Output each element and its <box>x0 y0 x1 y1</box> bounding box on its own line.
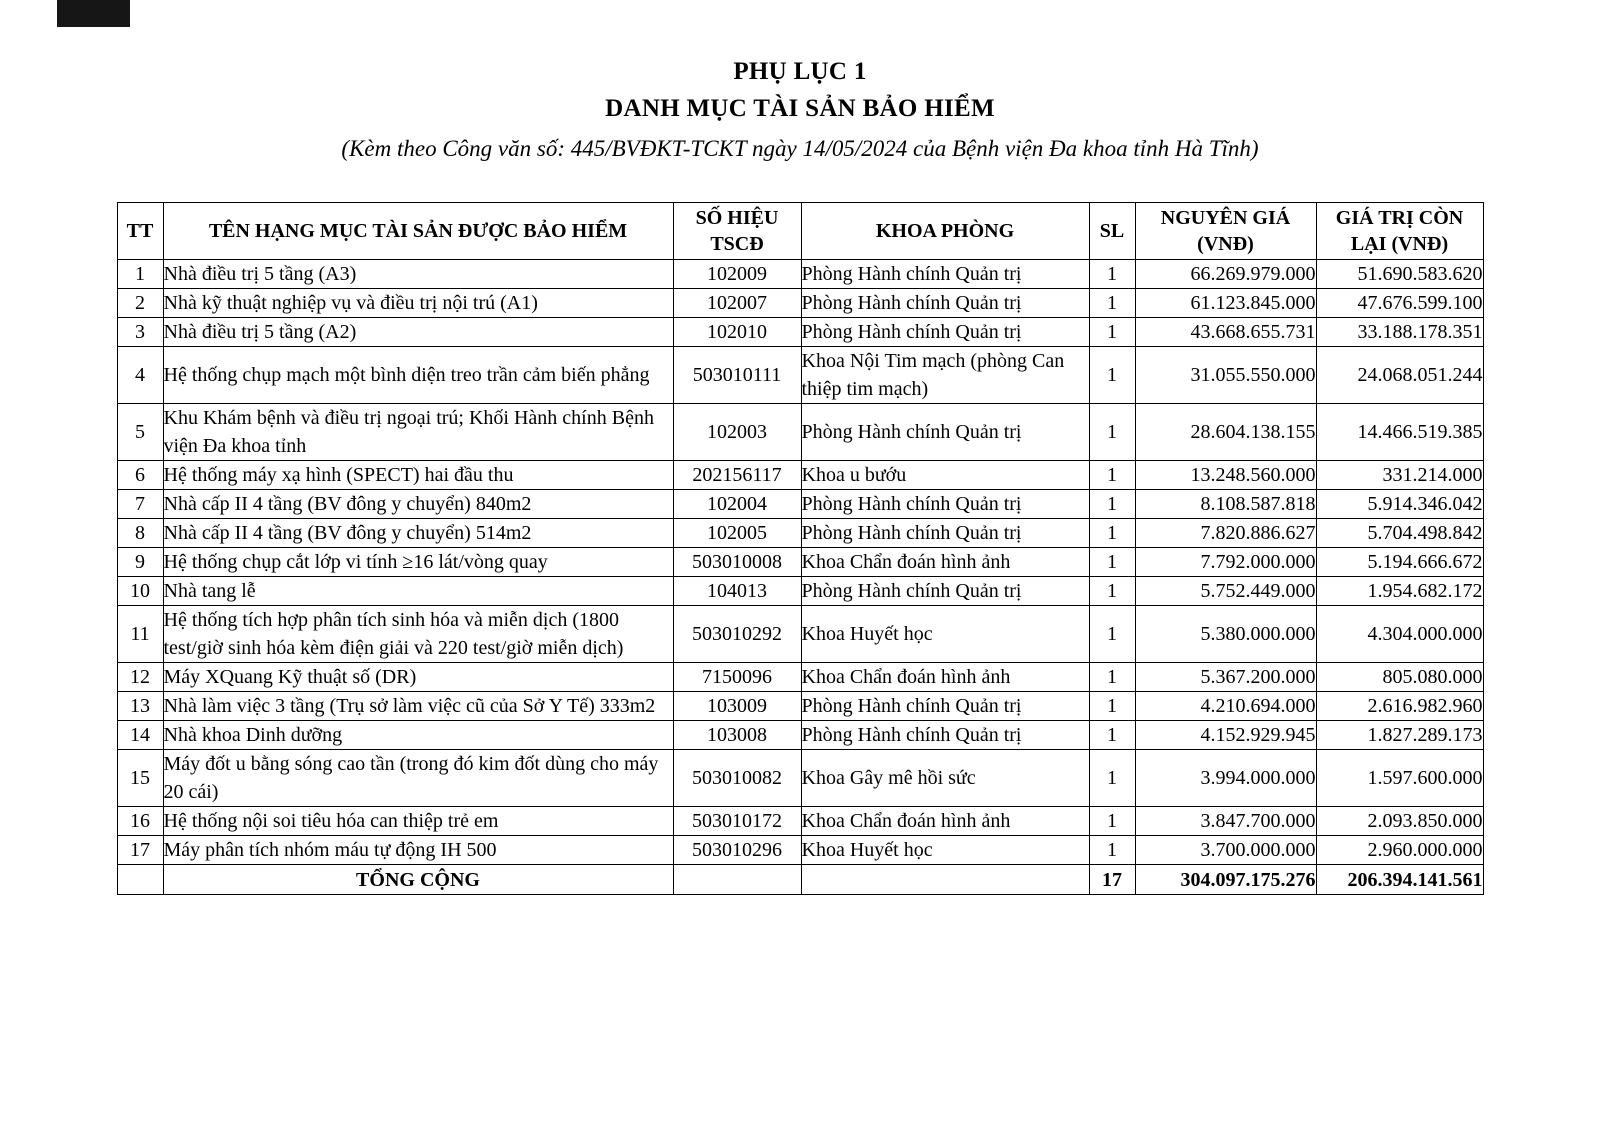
quantity: 1 <box>1089 836 1135 865</box>
asset-name: Hệ thống chụp cắt lớp vi tính ≥16 lát/vòng quay <box>163 548 673 577</box>
remaining-value: 1.954.682.172 <box>1316 577 1483 606</box>
row-index: 5 <box>117 404 163 461</box>
asset-name: Hệ thống chụp mạch một bình diện treo trần cảm biến phẳng <box>163 347 673 404</box>
quantity: 1 <box>1089 807 1135 836</box>
quantity: 1 <box>1089 490 1135 519</box>
total-label: TỔNG CỘNG <box>163 865 673 895</box>
department: Phòng Hành chính Quản trị <box>801 318 1089 347</box>
quantity: 1 <box>1089 404 1135 461</box>
table-row <box>117 490 1483 519</box>
document-subtitle: (Kèm theo Công văn số: 445/BVĐKT-TCKT ngày 14/05/2024 của Bệnh viện Đa khoa tỉnh Hà Tĩnh) <box>341 136 1259 161</box>
original-cost: 4.210.694.000 <box>1135 692 1316 721</box>
row-index: 13 <box>117 692 163 721</box>
department: Phòng Hành chính Quản trị <box>801 577 1089 606</box>
original-cost: 13.248.560.000 <box>1135 461 1316 490</box>
remaining-value: 4.304.000.000 <box>1316 606 1483 663</box>
asset-code: 102003 <box>673 404 801 461</box>
col-header-asset-code: SỐ HIỆU TSCĐ <box>673 203 801 260</box>
original-cost: 61.123.845.000 <box>1135 289 1316 318</box>
asset-code: 7150096 <box>673 663 801 692</box>
asset-code: 104013 <box>673 577 801 606</box>
department: Phòng Hành chính Quản trị <box>801 490 1089 519</box>
remaining-value: 5.194.666.672 <box>1316 548 1483 577</box>
department: Khoa Huyết học <box>801 606 1089 663</box>
original-cost: 5.380.000.000 <box>1135 606 1316 663</box>
quantity: 1 <box>1089 663 1135 692</box>
department: Khoa Nội Tim mạch (phòng Can thiệp tim mạch) <box>801 347 1089 404</box>
quantity: 1 <box>1089 260 1135 289</box>
department: Phòng Hành chính Quản trị <box>801 519 1089 548</box>
col-header-tt: TT <box>117 203 163 260</box>
table-row <box>117 606 1483 663</box>
table-row <box>117 519 1483 548</box>
quantity: 1 <box>1089 289 1135 318</box>
total-remaining-value: 206.394.141.561 <box>1316 865 1483 895</box>
department: Phòng Hành chính Quản trị <box>801 289 1089 318</box>
table-row <box>117 347 1483 404</box>
total-empty-code <box>673 865 801 895</box>
original-cost: 31.055.550.000 <box>1135 347 1316 404</box>
table-row <box>117 721 1483 750</box>
remaining-value: 5.704.498.842 <box>1316 519 1483 548</box>
row-index: 16 <box>117 807 163 836</box>
remaining-value: 1.827.289.173 <box>1316 721 1483 750</box>
department: Phòng Hành chính Quản trị <box>801 721 1089 750</box>
table-row <box>117 289 1483 318</box>
department: Khoa Huyết học <box>801 836 1089 865</box>
remaining-value: 5.914.346.042 <box>1316 490 1483 519</box>
asset-name: Nhà cấp II 4 tầng (BV đông y chuyển) 514m2 <box>163 519 673 548</box>
asset-name: Nhà điều trị 5 tầng (A2) <box>163 318 673 347</box>
original-cost: 4.152.929.945 <box>1135 721 1316 750</box>
table-row <box>117 318 1483 347</box>
quantity: 1 <box>1089 548 1135 577</box>
remaining-value: 24.068.051.244 <box>1316 347 1483 404</box>
total-row <box>117 865 1483 895</box>
asset-name: Nhà khoa Dinh dưỡng <box>163 721 673 750</box>
col-header-quantity: SL <box>1089 203 1135 260</box>
table-row <box>117 260 1483 289</box>
redaction-mark <box>57 0 130 27</box>
total-empty-tt <box>117 865 163 895</box>
remaining-value: 805.080.000 <box>1316 663 1483 692</box>
row-index: 17 <box>117 836 163 865</box>
original-cost: 8.108.587.818 <box>1135 490 1316 519</box>
total-original-cost: 304.097.175.276 <box>1135 865 1316 895</box>
asset-name: Máy XQuang Kỹ thuật số (DR) <box>163 663 673 692</box>
original-cost: 7.820.886.627 <box>1135 519 1316 548</box>
asset-name: Hệ thống tích hợp phân tích sinh hóa và miễn dịch (1800 test/giờ sinh hóa kèm điện giải và 220 test/giờ miễn dịch) <box>163 606 673 663</box>
department: Khoa u bướu <box>801 461 1089 490</box>
remaining-value: 2.960.000.000 <box>1316 836 1483 865</box>
department: Khoa Chẩn đoán hình ảnh <box>801 548 1089 577</box>
asset-code: 102005 <box>673 519 801 548</box>
original-cost: 7.792.000.000 <box>1135 548 1316 577</box>
asset-name: Nhà làm việc 3 tầng (Trụ sở làm việc cũ của Sở Y Tế) 333m2 <box>163 692 673 721</box>
row-index: 11 <box>117 606 163 663</box>
asset-code: 102010 <box>673 318 801 347</box>
document-header <box>0 0 1600 162</box>
original-cost: 5.367.200.000 <box>1135 663 1316 692</box>
quantity: 1 <box>1089 721 1135 750</box>
quantity: 1 <box>1089 347 1135 404</box>
row-index: 4 <box>117 347 163 404</box>
asset-code: 102009 <box>673 260 801 289</box>
remaining-value: 2.616.982.960 <box>1316 692 1483 721</box>
table-row <box>117 836 1483 865</box>
total-empty-dept <box>801 865 1089 895</box>
table-row <box>117 404 1483 461</box>
col-header-asset-name: TÊN HẠNG MỤC TÀI SẢN ĐƯỢC BẢO HIỂM <box>163 203 673 260</box>
row-index: 6 <box>117 461 163 490</box>
asset-name: Khu Khám bệnh và điều trị ngoại trú; Khối Hành chính Bệnh viện Đa khoa tỉnh <box>163 404 673 461</box>
asset-code: 503010082 <box>673 750 801 807</box>
document-title: DANH MỤC TÀI SẢN BẢO HIỂM <box>605 95 995 122</box>
row-index: 8 <box>117 519 163 548</box>
appendix-title: PHỤ LỤC 1 <box>733 58 867 85</box>
table-row <box>117 750 1483 807</box>
original-cost: 43.668.655.731 <box>1135 318 1316 347</box>
quantity: 1 <box>1089 577 1135 606</box>
quantity: 1 <box>1089 750 1135 807</box>
quantity: 1 <box>1089 318 1135 347</box>
original-cost: 5.752.449.000 <box>1135 577 1316 606</box>
department: Khoa Chẩn đoán hình ảnh <box>801 807 1089 836</box>
row-index: 14 <box>117 721 163 750</box>
original-cost: 3.994.000.000 <box>1135 750 1316 807</box>
remaining-value: 2.093.850.000 <box>1316 807 1483 836</box>
asset-code: 503010296 <box>673 836 801 865</box>
row-index: 2 <box>117 289 163 318</box>
col-header-department: KHOA PHÒNG <box>801 203 1089 260</box>
quantity: 1 <box>1089 692 1135 721</box>
table-row <box>117 548 1483 577</box>
asset-name: Máy phân tích nhóm máu tự động IH 500 <box>163 836 673 865</box>
table-header-row <box>117 203 1483 260</box>
department: Khoa Gây mê hồi sức <box>801 750 1089 807</box>
asset-code: 503010111 <box>673 347 801 404</box>
remaining-value: 14.466.519.385 <box>1316 404 1483 461</box>
asset-name: Hệ thống nội soi tiêu hóa can thiệp trẻ em <box>163 807 673 836</box>
row-index: 1 <box>117 260 163 289</box>
quantity: 1 <box>1089 606 1135 663</box>
table-row <box>117 577 1483 606</box>
col-header-remaining-value: GIÁ TRỊ CÒN LẠI (VNĐ) <box>1316 203 1483 260</box>
asset-name: Nhà tang lễ <box>163 577 673 606</box>
remaining-value: 51.690.583.620 <box>1316 260 1483 289</box>
asset-name: Máy đốt u bằng sóng cao tần (trong đó kim đốt dùng cho máy 20 cái) <box>163 750 673 807</box>
row-index: 9 <box>117 548 163 577</box>
insured-assets-table <box>117 202 1484 895</box>
row-index: 15 <box>117 750 163 807</box>
remaining-value: 47.676.599.100 <box>1316 289 1483 318</box>
asset-code: 503010008 <box>673 548 801 577</box>
original-cost: 28.604.138.155 <box>1135 404 1316 461</box>
table-row <box>117 692 1483 721</box>
asset-name: Nhà kỹ thuật nghiệp vụ và điều trị nội trú (A1) <box>163 289 673 318</box>
table-row <box>117 461 1483 490</box>
asset-code: 103009 <box>673 692 801 721</box>
row-index: 3 <box>117 318 163 347</box>
asset-code: 102007 <box>673 289 801 318</box>
department: Phòng Hành chính Quản trị <box>801 404 1089 461</box>
row-index: 12 <box>117 663 163 692</box>
asset-name: Nhà cấp II 4 tầng (BV đông y chuyển) 840m2 <box>163 490 673 519</box>
table-row <box>117 807 1483 836</box>
department: Phòng Hành chính Quản trị <box>801 260 1089 289</box>
department: Khoa Chẩn đoán hình ảnh <box>801 663 1089 692</box>
remaining-value: 1.597.600.000 <box>1316 750 1483 807</box>
quantity: 1 <box>1089 461 1135 490</box>
department: Phòng Hành chính Quản trị <box>801 692 1089 721</box>
asset-code: 202156117 <box>673 461 801 490</box>
asset-name: Hệ thống máy xạ hình (SPECT) hai đầu thu <box>163 461 673 490</box>
table-row <box>117 663 1483 692</box>
asset-code: 503010292 <box>673 606 801 663</box>
col-header-original-cost: NGUYÊN GIÁ (VNĐ) <box>1135 203 1316 260</box>
remaining-value: 331.214.000 <box>1316 461 1483 490</box>
original-cost: 3.847.700.000 <box>1135 807 1316 836</box>
total-quantity: 17 <box>1089 865 1135 895</box>
asset-code: 103008 <box>673 721 801 750</box>
original-cost: 3.700.000.000 <box>1135 836 1316 865</box>
asset-code: 503010172 <box>673 807 801 836</box>
original-cost: 66.269.979.000 <box>1135 260 1316 289</box>
asset-code: 102004 <box>673 490 801 519</box>
row-index: 10 <box>117 577 163 606</box>
remaining-value: 33.188.178.351 <box>1316 318 1483 347</box>
quantity: 1 <box>1089 519 1135 548</box>
row-index: 7 <box>117 490 163 519</box>
asset-name: Nhà điều trị 5 tầng (A3) <box>163 260 673 289</box>
